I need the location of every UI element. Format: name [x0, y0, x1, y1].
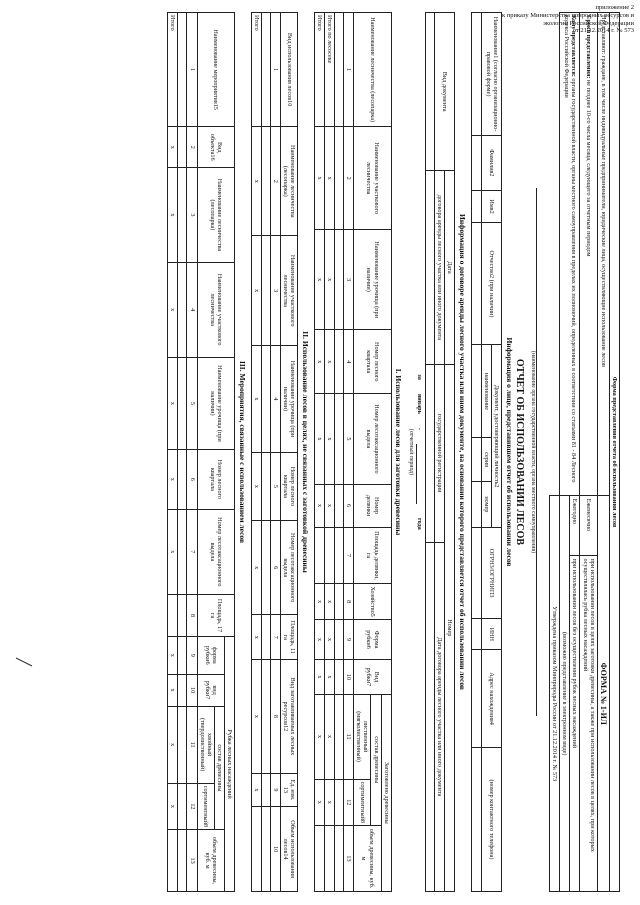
s3-num: 9	[187, 637, 197, 675]
s1-num: 10	[344, 660, 354, 694]
contract-caption-3: Дата договора аренды лесного участка или иного документа	[435, 542, 445, 891]
s3-num: 6	[187, 450, 197, 509]
s3-num: 13	[187, 830, 197, 892]
x-mark: x	[314, 330, 324, 394]
period-year: года	[416, 517, 424, 530]
table-row	[178, 13, 187, 892]
s2-h-volume: Объем использования лесов14	[281, 807, 298, 892]
authority-line	[536, 188, 543, 716]
x-mark: x	[314, 484, 324, 527]
person-info-title: Информация о лице, представившем отчет об использовании лесов	[504, 337, 514, 567]
x-mark: x	[314, 394, 324, 484]
s2-h-quarter: Номер лесного квартала	[281, 452, 298, 520]
s3-num: 2	[187, 127, 197, 168]
s2-num: 7	[270, 615, 280, 660]
person-header-inn: ИНН	[482, 619, 502, 650]
s2-total: Итого	[251, 13, 261, 127]
x-mark: x	[168, 357, 178, 449]
doc-sub-series: серия	[482, 438, 492, 481]
table-row	[335, 13, 344, 892]
person-header-name: Наименование1 (согласно организационно-правовой форме)	[482, 13, 502, 136]
s2-h-forestry: Наименование лесничества (лесопарка)	[281, 127, 298, 236]
s1-h-harvested: Заготовлено древесины	[381, 694, 391, 891]
appendix-line-2: к приказу Министерства природных ресурсов и экологии Российской Федерации	[502, 11, 634, 27]
period-caption: (отчетный период)	[408, 428, 415, 476]
s1-h-volume: объем древесины, куб. м	[354, 826, 381, 892]
doc-sub-name: наименование	[482, 345, 492, 438]
s1-num: 12	[344, 779, 354, 825]
x-mark: x	[314, 584, 324, 619]
s3-num: 4	[187, 262, 197, 357]
person-table	[471, 12, 502, 892]
deadline-cell	[580, 13, 597, 496]
s2-h-allotment: Номер лесотаксационного выдела	[281, 521, 298, 615]
s3-h-composition: состав древесины	[214, 706, 224, 830]
x-mark: x	[325, 230, 335, 330]
x-mark: x	[251, 773, 261, 807]
contract-table	[425, 12, 455, 892]
x-mark: x	[325, 330, 335, 394]
person-header-address: Адрес нахождения4	[482, 650, 502, 748]
s1-h-cut-type: Вид рубки7	[354, 660, 392, 694]
s3-num: 12	[187, 783, 197, 829]
monthly-label: Ежемесячно	[580, 496, 597, 556]
s3-total: Итого	[168, 13, 178, 127]
x-mark: x	[325, 694, 335, 779]
form-number: ФОРМА № 1-ИЛ	[597, 496, 609, 892]
whom-label: Кому представляется:	[569, 15, 577, 77]
s1-h-plot: Номер делянки	[354, 484, 392, 527]
s3-num: 3	[187, 168, 197, 262]
s1-num: 3	[344, 230, 354, 330]
section1-table	[314, 12, 392, 892]
s1-num: 4	[344, 330, 354, 394]
x-mark: x	[314, 694, 324, 779]
s1-h-quarter: Номер лесного квартала	[354, 330, 392, 394]
s1-h-district: Наименование участкового лесничества	[354, 127, 392, 230]
person-header-surname: Фамилия2	[482, 136, 502, 191]
s1-num: 8	[344, 584, 354, 619]
s1-h-farm: Хозяйство5	[354, 584, 392, 619]
s2-h-district: Наименование участкового лесничества	[281, 236, 298, 346]
electronic-note: (возможно представление в электронном виде)	[560, 496, 570, 892]
s3-h-area: Площадь, 17 га	[197, 595, 235, 637]
s1-num: 5	[344, 394, 354, 484]
s2-h-tract: Наименование урочища (при наличии)	[281, 346, 298, 453]
x-mark: x	[168, 168, 178, 262]
deadline-text: не позднее 10-го числа месяца, следующего за отчетным периодом	[585, 80, 593, 257]
s1-h-composition: состав древесины	[371, 694, 381, 825]
table-row	[261, 13, 270, 892]
s3-h-softwood: хвойный (твердолиственный)	[197, 706, 214, 783]
x-mark: x	[168, 450, 178, 509]
x-mark: x	[168, 783, 178, 829]
x-mark: x	[168, 509, 178, 595]
person-header-ogrn: ОГРН3/ОГРНИП3	[482, 527, 502, 618]
s3-h-assortment: сортиментный8	[197, 783, 214, 829]
x-mark: x	[168, 262, 178, 357]
s3-h-event: Наименование мероприятия15	[197, 13, 235, 127]
x-mark: x	[251, 521, 261, 615]
person-header-patronymic: Отчество2 (при наличии)	[482, 223, 502, 345]
approved-note: Утверждена приказом Минприроды России от 21.12.2014 г. № 573	[550, 496, 560, 892]
x-mark: x	[251, 127, 261, 236]
s3-h-cut-type: вид рубки7	[197, 674, 224, 706]
s1-h-allotment: Номер лесотаксационного выдела	[354, 394, 392, 484]
contract-caption-1: договора аренды лесного участка или иного документа	[435, 171, 445, 364]
s2-num: 5	[270, 452, 280, 520]
s2-num: 8	[270, 660, 280, 773]
s1-num: 1	[344, 13, 354, 127]
x-mark: x	[325, 660, 335, 694]
x-mark: x	[325, 127, 335, 230]
s2-h-resources: Вид заготавливаемых лесных ресурсов12	[281, 660, 298, 773]
table-row	[314, 13, 324, 892]
x-mark: x	[314, 619, 324, 660]
section3-title: III. Мероприятия, связанные с использованием лесов	[237, 360, 247, 544]
s1-h-tract: Наименование урочища (при наличии)	[354, 230, 392, 330]
table-row	[325, 13, 335, 892]
s1-num: 6	[344, 484, 354, 527]
s2-h-use-type: Вид использования лесов10	[281, 13, 298, 127]
x-mark: x	[251, 615, 261, 660]
x-mark: x	[168, 706, 178, 783]
x-mark: x	[251, 346, 261, 453]
s3-h-object: Вид объекта16	[197, 127, 235, 168]
s1-h-softwood: лиственный (мягколиственный)	[354, 694, 371, 779]
appendix-line-3: от 21.12.2014 г. № 573	[572, 27, 634, 35]
s1-num: 13	[344, 826, 354, 892]
s3-h-forestry: Наименование лесничества (лесопарка)	[197, 168, 235, 262]
period-za: за	[416, 374, 424, 380]
s1-h-forestry: Наименование лесничества (лесопарка)	[354, 13, 392, 127]
x-mark: x	[314, 660, 324, 694]
s2-num: 1	[270, 13, 280, 127]
table-row	[251, 13, 261, 892]
deadline-label: Сроки представления:	[585, 15, 593, 79]
whom-cell	[560, 13, 580, 496]
s2-num: 3	[270, 236, 280, 346]
x-mark: x	[251, 660, 261, 773]
x-mark: x	[168, 127, 178, 168]
x-mark: x	[325, 779, 335, 825]
period-dash: -	[416, 427, 424, 430]
x-mark: x	[325, 584, 335, 619]
x-mark: x	[168, 637, 178, 675]
x-mark: x	[325, 619, 335, 660]
table-row	[168, 13, 178, 892]
section2-title: II. Использование лесов в целях, не связанных с заготовкой древесины	[300, 331, 310, 573]
form-header-table	[549, 12, 620, 892]
s3-h-volume: объем древесины, куб. м	[197, 830, 224, 892]
s2-num: 10	[270, 807, 280, 892]
section3-table	[167, 12, 235, 892]
s1-h-cut-form: Форма рубки6	[354, 619, 392, 660]
x-mark: x	[314, 230, 324, 330]
period-field[interactable]	[416, 444, 417, 504]
s2-h-area: Площадь, 11 га	[281, 615, 298, 660]
whom-text: органы государственной власти, органы местного самоуправления в пределах их полномочий, определенных в соответствии со статьями 81 - 84 Лесного кодекса Российской Федерации	[562, 15, 577, 483]
x-mark: x	[325, 394, 335, 484]
s1-num: 9	[344, 619, 354, 660]
person-header-id-doc: Документ, удостоверяющий личность2	[492, 345, 502, 528]
s1-total-plot: Итого по лесосеке	[325, 13, 335, 127]
yearly-text: при использовании лесов без осуществления рубок лесных насаждений	[570, 556, 580, 892]
s3-num: 8	[187, 595, 197, 637]
s2-num: 9	[270, 773, 280, 807]
rotated-form	[20, 12, 620, 892]
s1-num: 2	[344, 127, 354, 230]
x-mark: x	[251, 452, 261, 520]
contract-title: Информация о договоре аренды лесного участка или ином документе, на основании которого представляется отчет об использовании лесов	[458, 214, 468, 690]
s3-num: 1	[187, 13, 197, 127]
contract-header-doctype: Вид документа	[435, 13, 455, 171]
s1-num: 7	[344, 527, 354, 584]
authority-caption: (наименование органа государственной власти, органа местного самоуправления)	[530, 350, 537, 554]
s3-h-quarter: Номер лесного квартала	[197, 450, 235, 509]
reporting-period	[416, 12, 423, 892]
yearly-label: Ежегодно	[570, 496, 580, 556]
s3-num: 7	[187, 509, 197, 595]
monthly-text: при использовании лесов в целях заготовки древесины, а также при использовании лесов в целях, при которых осуществлялась рубка лесных насаждений	[580, 556, 597, 892]
s1-h-area: Площадь делянки, га	[354, 527, 392, 584]
s1-num: 11	[344, 694, 354, 779]
contract-header-number: Номер	[445, 364, 455, 891]
report-title: ОТЧЕТ ОБ ИСПОЛЬЗОВАНИИ ЛЕСОВ	[514, 358, 526, 546]
who-presents: Представляют: граждане, в том числе индивидуальные предприниматели, юридические лица, осуществляющие использование лесов	[597, 13, 609, 496]
x-mark: x	[251, 236, 261, 346]
x-mark: x	[168, 674, 178, 706]
contract-caption-2: государственной регистрации	[435, 364, 445, 542]
s1-total: Итого	[314, 13, 324, 127]
section2-table	[251, 12, 299, 892]
appendix-line-1: приложение 2	[595, 4, 634, 11]
person-header-phone: (номер контактного телефона)	[482, 747, 502, 891]
doc-sub-number: номер	[482, 481, 492, 527]
person-header-firstname: Имя2	[482, 190, 502, 223]
s3-num: 11	[187, 706, 197, 783]
s3-h-tract: Наименование урочища (при наличии)	[197, 357, 235, 449]
s2-h-unit: Ед. изм. 13	[281, 773, 298, 807]
s2-num: 2	[270, 127, 280, 236]
s3-h-cutting: Рубка лесных насаждений	[225, 637, 235, 892]
x-mark: x	[325, 484, 335, 527]
x-mark: x	[314, 127, 324, 230]
s3-h-cut-form: форма рубки6	[197, 637, 224, 675]
s1-h-assortment: сортиментный8	[354, 779, 371, 825]
frame-title: Форма представления отчета об использовании лесов	[609, 13, 619, 892]
s3-num: 5	[187, 357, 197, 449]
contract-header-date: Дата	[445, 171, 455, 364]
s2-num: 6	[270, 521, 280, 615]
x-mark: x	[314, 779, 324, 825]
period-month: январь	[416, 393, 424, 414]
s2-num: 4	[270, 346, 280, 453]
section1-title: I. Использование лесов для заготовки древесины	[394, 368, 404, 536]
s3-num: 10	[187, 674, 197, 706]
s3-h-allotment: Номер лесотаксационного выдела	[197, 509, 235, 595]
s3-h-district: Наименование участкового лесничества	[197, 262, 235, 357]
